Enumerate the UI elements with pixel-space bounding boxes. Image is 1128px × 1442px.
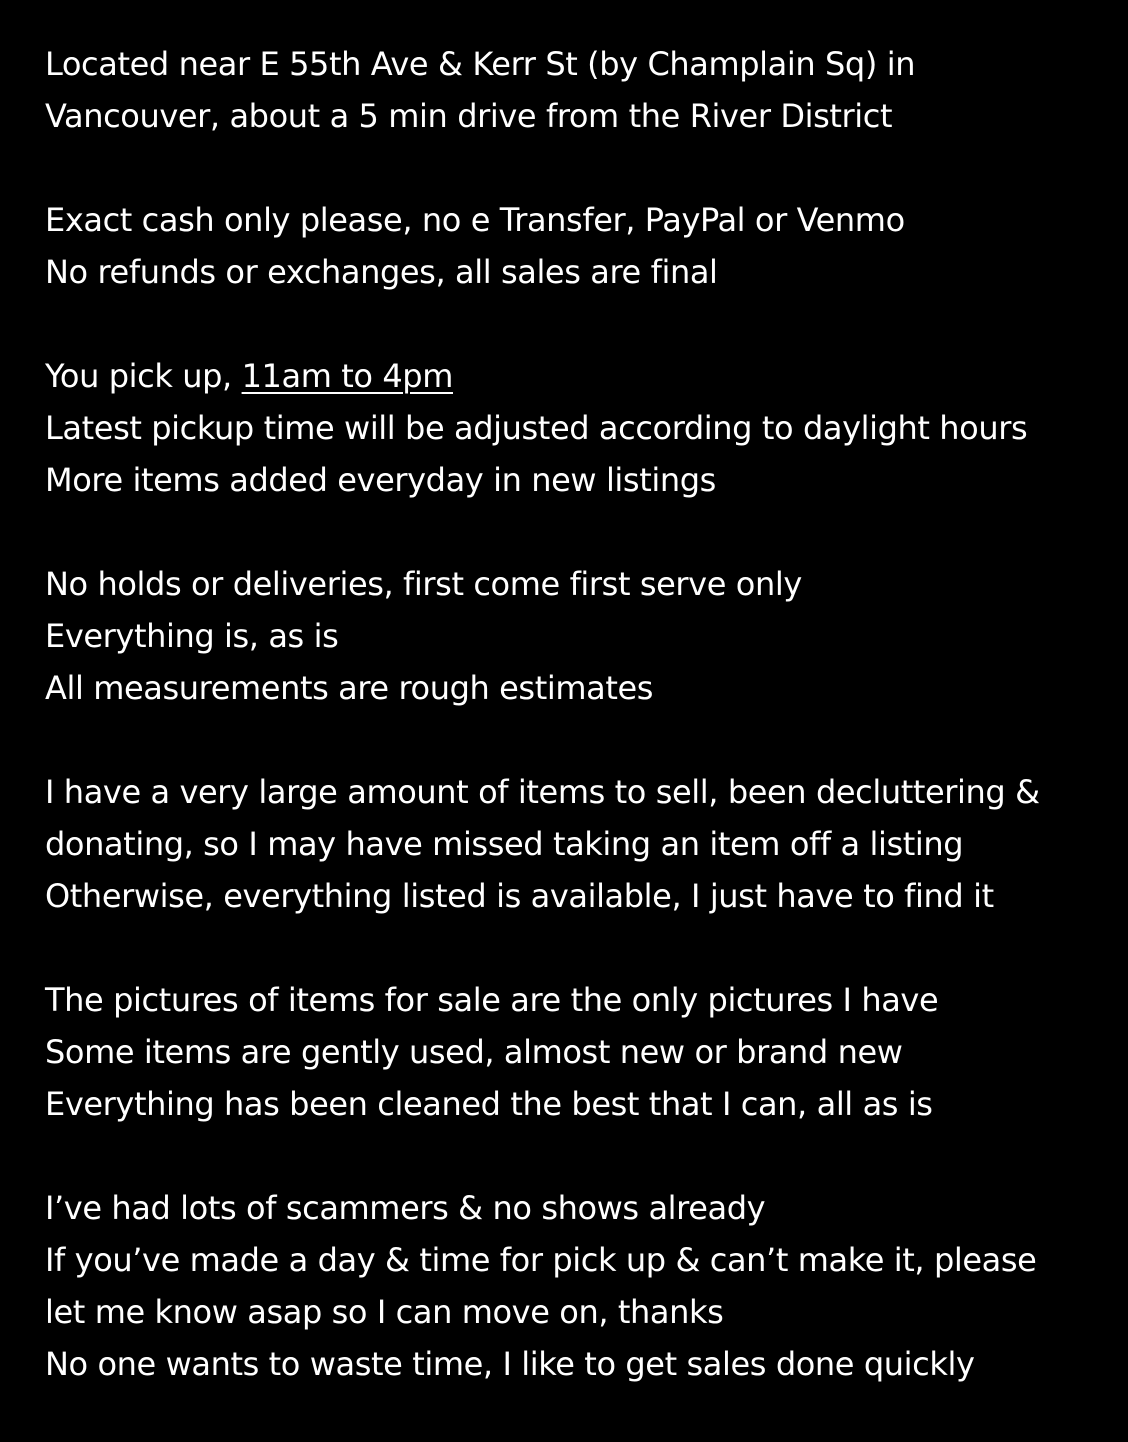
text-line: More items added everyday in new listings bbox=[45, 461, 716, 499]
availability-paragraph bbox=[45, 766, 1115, 922]
text-line: No holds or deliveries, first come first serve only bbox=[45, 565, 802, 603]
text-line: Latest pickup time will be adjusted according to daylight hours bbox=[45, 409, 1028, 447]
note-body bbox=[45, 38, 1115, 1442]
location-paragraph bbox=[45, 38, 1115, 142]
pickup-paragraph bbox=[45, 350, 1115, 506]
text-line: Everything has been cleaned the best that I can, all as is bbox=[45, 1085, 933, 1123]
pickup-prefix: You pick up, bbox=[45, 357, 242, 395]
text-line: Some items are gently used, almost new or brand new bbox=[45, 1033, 903, 1071]
condition-paragraph bbox=[45, 974, 1115, 1130]
text-line: The pictures of items for sale are the only pictures I have bbox=[45, 981, 939, 1019]
pickup-time-link[interactable]: 11am to 4pm bbox=[241, 357, 453, 395]
text-line: I’ve had lots of scammers & no shows already bbox=[45, 1189, 766, 1227]
policy-paragraph bbox=[45, 558, 1115, 714]
text-line: Exact cash only please, no e Transfer, PayPal or Venmo bbox=[45, 201, 905, 239]
text-line: Everything is, as is bbox=[45, 617, 339, 655]
text-line: No one wants to waste time, I like to get sales done quickly bbox=[45, 1345, 975, 1383]
text-line: All measurements are rough estimates bbox=[45, 669, 654, 707]
text-line: No refunds or exchanges, all sales are final bbox=[45, 253, 718, 291]
text-line: Vancouver, about a 5 min drive from the River District bbox=[45, 97, 893, 135]
text-line: I have a very large amount of items to sell, been decluttering & bbox=[45, 773, 1040, 811]
text-line: donating, so I may have missed taking an item off a listing bbox=[45, 825, 964, 863]
text-line: Otherwise, everything listed is available, I just have to find it bbox=[45, 877, 994, 915]
no-show-paragraph bbox=[45, 1182, 1115, 1390]
payment-paragraph bbox=[45, 194, 1115, 298]
text-line: Located near E 55th Ave & Kerr St (by Champlain Sq) in bbox=[45, 45, 916, 83]
text-line: let me know asap so I can move on, thanks bbox=[45, 1293, 724, 1331]
text-line bbox=[45, 350, 1115, 402]
text-line: If you’ve made a day & time for pick up & can’t make it, please bbox=[45, 1241, 1037, 1279]
